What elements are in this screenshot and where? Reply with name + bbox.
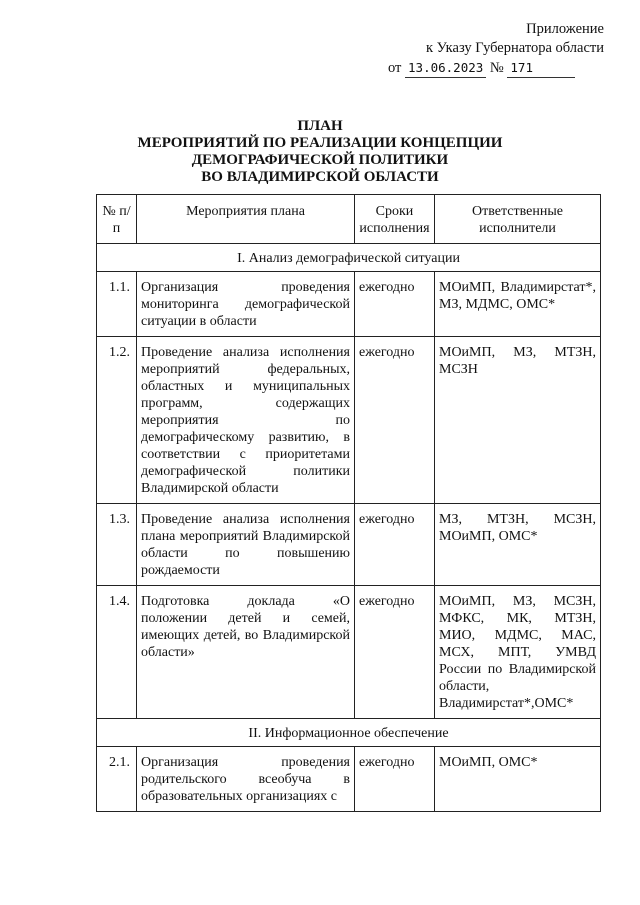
title-line-1: ПЛАН: [297, 118, 343, 134]
row-term: ежегодно: [355, 337, 435, 504]
appendix-block: [384, 20, 604, 78]
row-term: ежегодно: [355, 272, 435, 337]
table-row: [97, 586, 601, 719]
appendix-line-1: Приложение: [526, 21, 604, 37]
decree-date: 13.06.2023: [405, 58, 486, 78]
number-sign: №: [489, 60, 504, 76]
row-num: 1.3.: [97, 504, 137, 586]
table-row: [97, 272, 601, 337]
title-line-3: ДЕМОГРАФИЧЕСКОЙ ПОЛИТИКИ: [191, 152, 449, 168]
title-line-4: ВО ВЛАДИМИРСКОЙ ОБЛАСТИ: [201, 169, 439, 185]
row-event: Проведение анализа исполнения плана мероприятий Владимирской области по повышению рождаемости: [137, 504, 355, 586]
row-num: 2.1.: [97, 747, 137, 812]
decree-number: 171: [507, 58, 575, 78]
appendix-line-2: к Указу Губернатора области: [426, 40, 604, 56]
row-event: Организация проведения мониторинга демографической ситуации в области: [137, 272, 355, 337]
appendix-from: от: [388, 60, 402, 76]
row-event: Организация проведения родительского всеобуча в образовательных организациях с: [137, 747, 355, 812]
table-row: [97, 747, 601, 812]
header-event: Мероприятия плана: [137, 195, 355, 244]
header-term: Сроки исполнения: [355, 195, 435, 244]
row-term: ежегодно: [355, 586, 435, 719]
table-row: [97, 504, 601, 586]
table-header-row: [97, 195, 601, 244]
row-responsible: МОиМП, ОМС*: [435, 747, 601, 812]
table-row: [97, 337, 601, 504]
section-title-2: II. Информационное обеспечение: [97, 719, 601, 747]
row-responsible: МОиМП, Владимирстат*, МЗ, МДМС, ОМС*: [435, 272, 601, 337]
appendix-date-line: [384, 58, 604, 78]
row-event: Проведение анализа исполнения мероприятий федеральных, областных и муниципальных программ, содержащих мероприятия по демографическому развитию, в соответствии с приоритетами демографической политики Владимирской области: [137, 337, 355, 504]
row-num: 1.2.: [97, 337, 137, 504]
title-line-2: МЕРОПРИЯТИЙ ПО РЕАЛИЗАЦИИ КОНЦЕПЦИИ: [137, 135, 503, 151]
row-term: ежегодно: [355, 504, 435, 586]
header-num: № п/п: [97, 195, 137, 244]
row-term: ежегодно: [355, 747, 435, 812]
row-event: Подготовка доклада «О положении детей и семей, имеющих детей, во Владимирской области»: [137, 586, 355, 719]
row-responsible: МОиМП, МЗ, МСЗН, МФКС, МК, МТЗН, МИО, МДМС, МАС, МСХ, МПТ, УМВД России по Владимирской области, Владимирстат*,ОМС*: [435, 586, 601, 719]
section-title-1: I. Анализ демографической ситуации: [97, 244, 601, 272]
row-responsible: МЗ, МТЗН, МСЗН, МОиМП, ОМС*: [435, 504, 601, 586]
header-responsible: Ответственные исполнители: [435, 195, 601, 244]
row-num: 1.4.: [97, 586, 137, 719]
section-row: [97, 719, 601, 747]
document-title: [0, 118, 640, 186]
plan-table: [96, 194, 601, 812]
row-num: 1.1.: [97, 272, 137, 337]
section-row: [97, 244, 601, 272]
row-responsible: МОиМП, МЗ, МТЗН, МСЗН: [435, 337, 601, 504]
